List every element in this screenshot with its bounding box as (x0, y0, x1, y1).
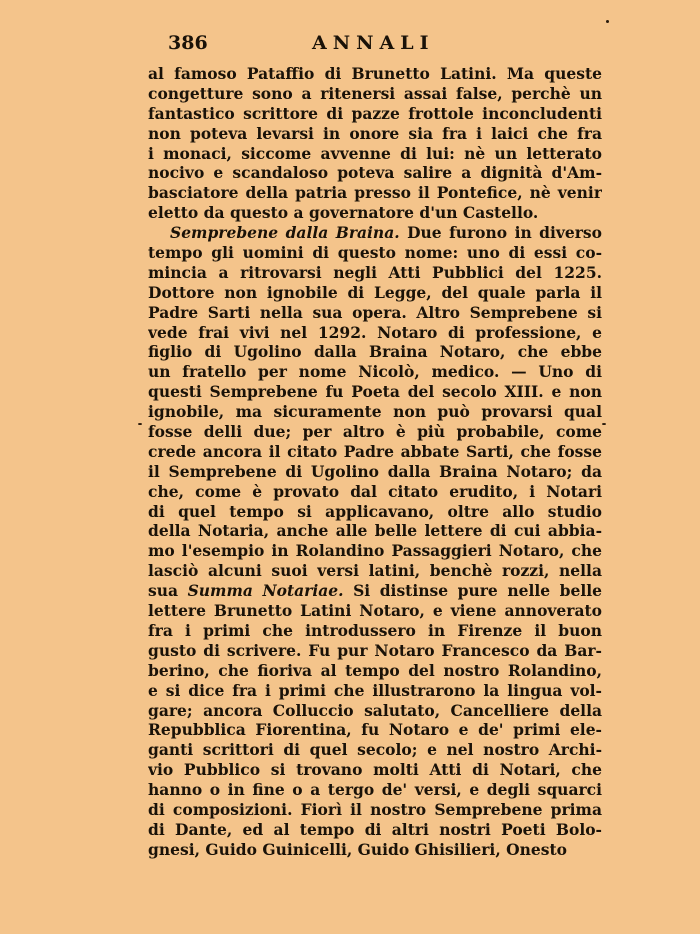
text-line: nocivo e scandaloso poteva salire a dignità d'Am- (148, 163, 602, 183)
text-line: che, come è provato dal citato erudito, i Notari (148, 481, 602, 501)
text-line: crede ancora il citato Padre abbate Sarti, che fosse (148, 441, 602, 461)
text-line: fra i primi che introdussero in Firenze il buon (148, 620, 602, 640)
text-line: gnesi, Guido Guinicelli, Guido Ghisilieri, Onesto (148, 839, 567, 859)
text-line: e si dice fra i primi che illustrarono la lingua vol- (148, 680, 602, 700)
running-title: ANNALI (312, 32, 435, 54)
text-line: tempo gli uomini di questo nome: uno di essi co- (148, 243, 602, 263)
text-line: mo l'esempio in Rolandino Passaggieri Notaro, che (148, 541, 602, 561)
ink-speck (602, 423, 606, 425)
ink-speck (606, 20, 609, 23)
text-line: hanno o in fine o a tergo de' versi, e degli squarci (148, 780, 602, 800)
text-line: i monaci, siccome avvenne di lui: nè un letterato (148, 143, 602, 163)
text-line: Dottore non ignobile di Legge, del quale parla il (148, 282, 602, 302)
text-line: della Notaria, anche alle belle lettere di cui abbia- (148, 521, 602, 541)
text-run: sua (148, 581, 188, 601)
italic-text-run: Summa Notariae. (187, 581, 344, 601)
text-line: gusto di scrivere. Fu pur Notaro Francesco da Bar- (148, 640, 602, 660)
text-line (148, 223, 602, 243)
text-line: lasciò alcuni suoi versi latini, benchè rozzi, nella (148, 561, 602, 581)
text-line: Padre Sarti nella sua opera. Altro Semprebene si (148, 302, 602, 322)
italic-text-run: Semprebene dalla Braina. (170, 223, 400, 243)
text-run: Due furono in diverso (399, 223, 602, 243)
text-line: fantastico scrittore di pazze frottole inconcludenti (148, 103, 602, 123)
text-line (148, 581, 602, 601)
text-line: di composizioni. Fiorì il nostro Semprebene prima (148, 799, 602, 819)
page-number: 386 (168, 32, 208, 54)
text-line: vio Pubblico si trovano molti Atti di Notari, che (148, 760, 602, 780)
text-line: di quel tempo si applicavano, oltre allo studio (148, 501, 602, 521)
text-line: berino, che fioriva al tempo del nostro Rolandino, (148, 660, 602, 680)
text-run: Si distinse pure nelle belle (343, 581, 602, 601)
text-line: gare; ancora Colluccio salutato, Cancelliere della (148, 700, 602, 720)
text-line: ganti scrittori di quel secolo; e nel nostro Archi- (148, 740, 602, 760)
text-line: di Dante, ed al tempo di altri nostri Poeti Bolo- (148, 819, 602, 839)
text-line: lettere Brunetto Latini Notaro, e viene annoverato (148, 601, 602, 621)
text-line: Repubblica Fiorentina, fu Notaro e de' primi ele- (148, 720, 602, 740)
text-line: mincia a ritrovarsi negli Atti Pubblici del 1225. (148, 262, 602, 282)
text-line: il Semprebene di Ugolino dalla Braina Notaro; da (148, 461, 602, 481)
text-line: basciatore della patria presso il Pontefice, nè venir (148, 183, 602, 203)
text-line: ignobile, ma sicuramente non può provarsi qual (148, 402, 602, 422)
text-line: questi Semprebene fu Poeta del secolo XIII. e non (148, 382, 602, 402)
text-line: congetture sono a ritenersi assai false, perchè un (148, 83, 602, 103)
text-line: al famoso Pataffio di Brunetto Latini. Ma queste (148, 64, 602, 83)
text-line: non poteva levarsi in onore sia fra i laici che fra (148, 123, 602, 143)
ink-speck (138, 423, 142, 425)
text-line: eletto da questo a governatore d'un Castello. (148, 203, 539, 223)
page-header (0, 30, 700, 56)
text-line: fosse delli due; per altro è più probabile, come (148, 422, 602, 442)
text-line: vede frai vivi nel 1292. Notaro di professione, e (148, 322, 602, 342)
text-line: figlio di Ugolino dalla Braina Notaro, che ebbe (148, 342, 602, 362)
text-line: un fratello per nome Nicolò, medico. — Uno di (148, 362, 602, 382)
body-text (148, 64, 602, 860)
